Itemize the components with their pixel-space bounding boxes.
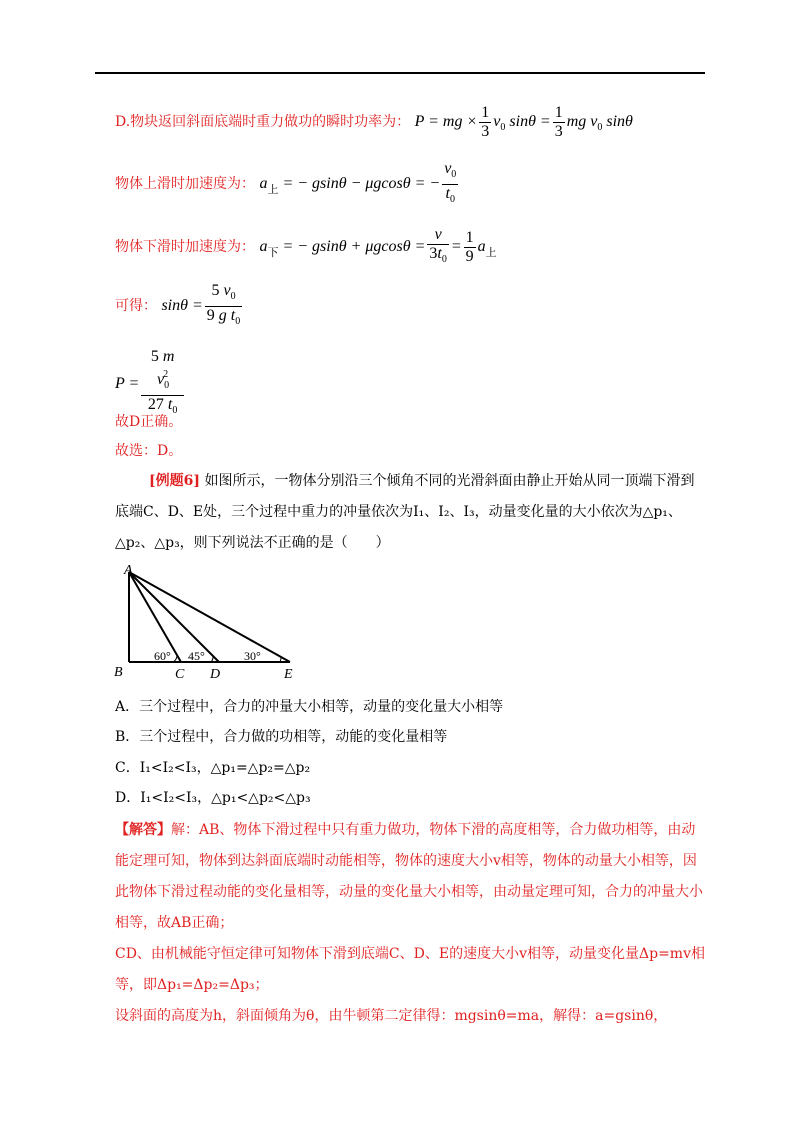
power-formula: P = mg × $\frac{1}{3}$ $v_0$ sinθ = $\frac{1}{3}$ mg $v_0$ sinθ bbox=[414, 104, 633, 140]
choice-d: 故选：D。 bbox=[115, 443, 183, 459]
answer-tag: 【解答】 bbox=[115, 822, 171, 838]
label-e: E bbox=[284, 667, 293, 682]
option-d: D．I₁<I₂<I₃，△p₁<△p₂<△p₃ bbox=[115, 790, 311, 806]
accel-up-line bbox=[115, 160, 460, 209]
angle-60: 60° bbox=[154, 649, 171, 663]
label-d: D bbox=[210, 667, 221, 682]
accel-down-label: 物体下滑时加速度为： bbox=[115, 239, 255, 256]
option-a: A．三个过程中，合力的冲量大小相等，动量的变化量大小相等 bbox=[115, 699, 504, 715]
accel-down-line bbox=[115, 226, 497, 269]
option-b: B．三个过程中，合力做的功相等，动能的变化量相等 bbox=[115, 729, 448, 745]
angle-30: 30° bbox=[244, 649, 261, 663]
header-rule bbox=[95, 72, 705, 74]
example-6 bbox=[115, 466, 705, 559]
label-c: C bbox=[175, 667, 185, 682]
answer-block bbox=[115, 815, 705, 1032]
accel-up-formula: $a_上$ = − gsinθ − μgcosθ = − $\frac{v_0}{t_0}$ bbox=[259, 160, 457, 205]
label-b: B bbox=[114, 665, 123, 680]
power-line bbox=[115, 104, 633, 141]
sin-formula: sinθ = $\frac{5 v_0}{9 g t_0}$ bbox=[161, 282, 241, 327]
p-result-formula: P = $\frac{5 m v_0^2}{27 t_0}$ bbox=[115, 375, 186, 392]
label-a: A bbox=[124, 563, 133, 578]
power-label: D.物块返回斜面底端时重力做功的瞬时功率为： bbox=[115, 114, 411, 131]
arc-60 bbox=[173, 655, 177, 662]
angle-45: 45° bbox=[188, 649, 205, 663]
sin-line bbox=[115, 282, 244, 331]
d-correct: 故D正确。 bbox=[115, 414, 183, 430]
answer-p2: CD、由机械能守恒定律可知物体下滑到底端C、D、E的速度大小v相等，动量变化量Δp=mv相等，即Δp₁=Δp₂=Δp₃； bbox=[115, 946, 705, 993]
example-line2: 底端C、D、E处，三个过程中重力的冲量依次为I₁、I₂、I₃，动量变化量的大小依次为△p₁、 bbox=[115, 504, 682, 520]
answer-p3: 设斜面的高度为h，斜面倾角为θ，由牛顿第二定律得：mgsinθ=ma，解得：a=gsinθ， bbox=[115, 1008, 668, 1024]
p-result-line bbox=[115, 348, 186, 420]
example-line1: 如图所示，一物体分别沿三个倾角不同的光滑斜面由静止开始从同一顶端下滑到 bbox=[204, 473, 695, 489]
answer-p1: 【解答】解：AB、物体下滑过程中只有重力做功，物体下滑的高度相等，合力做功相等，由动能定理可知，物体到达斜面底端时动能相等，物体的速度大小v相等，物体的动量大小相等，因此物体下滑过程动能的变化量相等，动量的变化量大小相等，由动量定理可知，合力的冲量大小相等，故AB正确； bbox=[115, 822, 703, 931]
example-line3: △p₂、△p₃，则下列说法不正确的是（ ） bbox=[115, 535, 390, 551]
sub-xia: 下 bbox=[267, 246, 279, 260]
example-tag: [例题6] bbox=[149, 473, 200, 489]
accel-down-formula: $a_下$ = − gsinθ + μgcosθ = $\frac{v}{3t_0}$ = $\frac{1}{9}$ $a_上$ bbox=[259, 226, 497, 265]
sin-label: 可得： bbox=[115, 298, 157, 315]
accel-up-label: 物体上滑时加速度为： bbox=[115, 176, 255, 193]
option-c: C．I₁<I₂<I₃，△p₁=△p₂=△p₂ bbox=[115, 760, 311, 776]
sub-shang: 上 bbox=[267, 183, 279, 197]
incline-figure bbox=[110, 560, 310, 685]
